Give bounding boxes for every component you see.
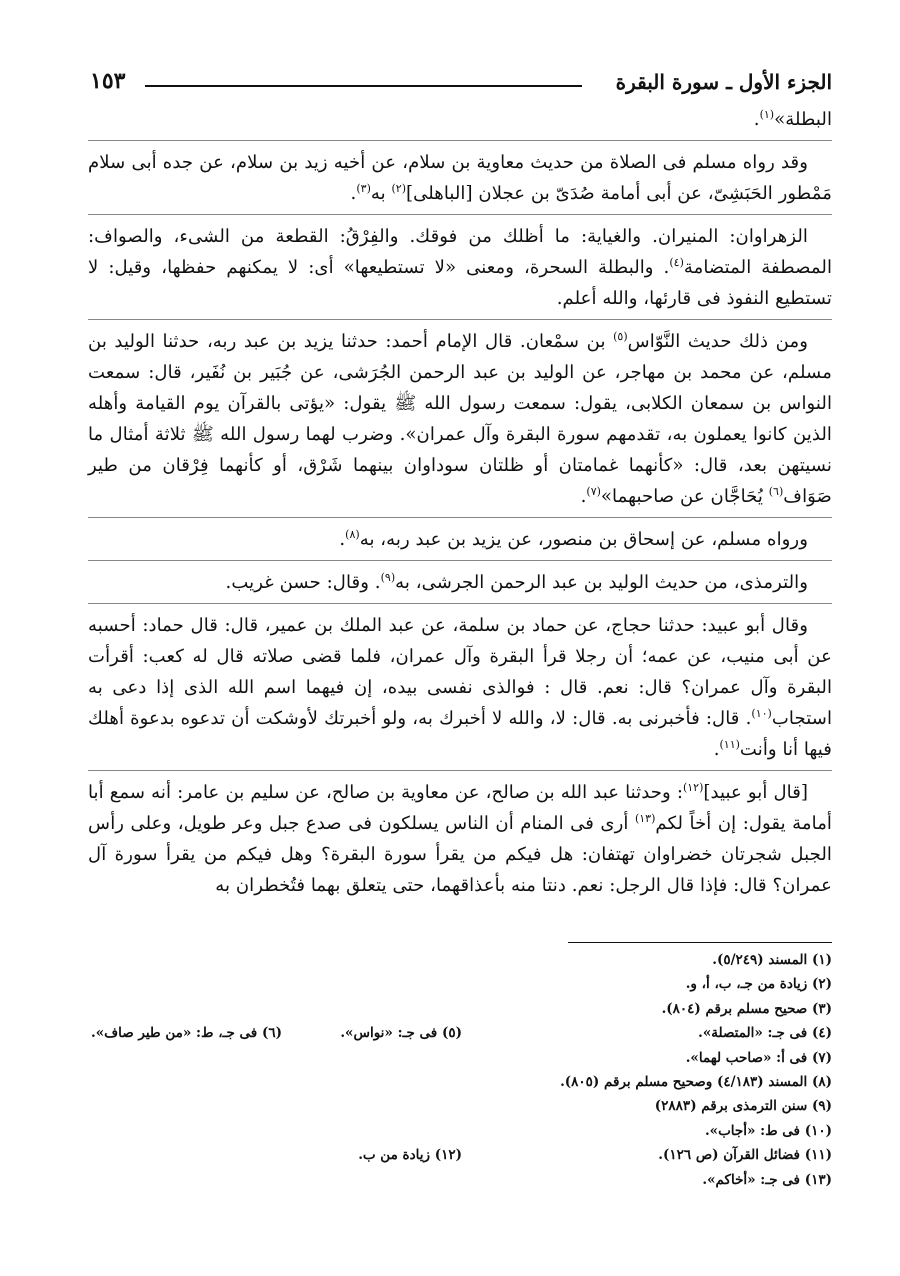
footnote-6: (٦) فى جـ، ط: «من طير صاف».	[91, 1025, 282, 1042]
paragraph-muslim-ishaq: ورواه مسلم، عن إسحاق بن منصور، عن يزيد بن عبد ربه، به$^{(٨)}$.	[339, 527, 808, 550]
footnote-row	[88, 1119, 832, 1143]
footnote-4: (٤) فى جـ: «المتصلة».	[698, 1025, 832, 1042]
footnote-1: (١) المسند (٥/٢٤٩).	[712, 952, 832, 968]
footnote-5: (٥) فى جـ: «نواس».	[340, 1025, 462, 1042]
footnote-ref: (٩)	[380, 570, 396, 584]
footnote-rule	[568, 942, 832, 943]
footnote-row	[88, 1021, 832, 1045]
footnote-row	[88, 1143, 832, 1167]
paragraph-divider	[88, 770, 832, 771]
footnote-ref: (٥)	[613, 329, 628, 343]
footnote-11: (١١) فضائل القرآن (ص ١٢٦).	[658, 1147, 832, 1164]
footnote-ref: (١٣)	[634, 811, 656, 825]
footnote-13: (١٣) فى جـ: «أخاكم».	[702, 1171, 832, 1188]
footnote-row	[88, 1094, 832, 1118]
paragraph-muslim-narration: وقد رواه مسلم فى الصلاة من حديث معاوية بن سلام، عن أخيه زيد بن سلام، عن جده أبى سلام مَمْطور الحَبَشِىّ، عن أبى أمامة صُدَىّ بن عجلان [الباهلى]$^{(٢)}$ به$^{(٣)}$.	[88, 152, 832, 204]
footnote-8: (٨) المسند (٤/١٨٣) وصحيح مسلم برقم (٨٠٥).	[560, 1073, 832, 1090]
footnotes	[88, 948, 832, 1192]
footnote-ref: (١٢)	[682, 780, 704, 794]
footnote-7: (٧) فى أ: «صاحب لهما».	[685, 1049, 832, 1066]
main-text	[88, 104, 832, 901]
footnote-9: (٩) سنن الترمذى برقم (٢٨٨٣)	[654, 1098, 832, 1115]
footnote-ref: (٨)	[345, 527, 360, 541]
paragraph-divider	[88, 517, 832, 518]
footnote-10: (١٠) فى ط: «أجاب».	[704, 1122, 832, 1139]
paragraph-divider	[88, 319, 832, 320]
paragraph-continuation: البطلة»$^{(١)}$.	[753, 107, 832, 130]
paragraph-tirmidhi: والترمذى، من حديث الوليد بن عبد الرحمن الجرشى، به$^{(٩)}$. وقال: حسن غريب.	[225, 570, 808, 593]
page-header	[90, 70, 832, 102]
footnote-ref: (٦)	[768, 484, 784, 498]
footnote-row	[88, 948, 832, 972]
footnote-row	[88, 1046, 832, 1070]
footnote-ref: (١)	[759, 107, 775, 121]
footnote-ref: (٧)	[586, 484, 601, 498]
footnote-ref: (٣)	[356, 181, 371, 195]
footnote-3: (٣) صحيح مسلم برقم (٨٠٤).	[661, 1000, 832, 1017]
page-number: ١٥٣	[90, 68, 126, 94]
paragraph-divider	[88, 603, 832, 604]
footnote-2: (٢) زيادة من جـ، ب، أ، و.	[685, 976, 832, 993]
footnote-ref: (٤)	[669, 255, 684, 269]
paragraph-nawwas-hadith: ومن ذلك حديث النَّوّاس$^{(٥)}$ بن سمْعان. قال الإمام أحمد: حدثنا يزيد بن عبد ربه، حدثنا الوليد بن مسلم، عن محمد بن مهاجر، عن الوليد بن عبد الرحمن الجُرَشى، عن جُبَير بن نُفَير، قال: سمعت النواس بن سمعان الكلابى، يقول: سمعت رسول الله ﷺ يقول: «يؤتى بالقرآن يوم القيامة وأهله الذين كانوا يعملون به، تقدمهم سورة البقرة وآل عمران». وضرب لهما رسول الله ﷺ ثلاثة أمثال ما نسيتهن بعد، قال: «كأنهما غمامتان أو ظلتان سوداوان بينهما شَرْق، أو كأنهما فِرْقان من طير صَوَاف$^{(٦)}$ يُحَاجَّان عن صاحبهما»$^{(٧)}$.	[88, 329, 832, 507]
running-title: الجزء الأول ـ سورة البقرة	[615, 70, 832, 94]
footnote-row	[88, 997, 832, 1021]
paragraph-divider	[88, 140, 832, 141]
paragraph-divider	[88, 214, 832, 215]
paragraph-divider	[88, 560, 832, 561]
footnote-row	[88, 1070, 832, 1094]
paragraph-abu-ubaid: وقال أبو عبيد: حدثنا حجاج، عن حماد بن سلمة، عن عبد الملك بن عمير، قال: قال حماد: أحسبه عن أبى منيب، عن عمه؛ أن رجلا قرأ البقرة وآل عمران، فلما قضى صلاته قال له كعب: أقرأت البقرة وآل عمران؟ قال: نعم. قال : فوالذى نفسى بيده، إن فيهما اسم الله الذى إذا دعى به استجاب$^{(١٠)}$. قال: فأخبرنى به. قال: لا، والله لا أخبرك به، ولو أخبرتك لأوشكت أن تدعوه بدعوة أهلك فيها أنا وأنت$^{(١١)}$.	[88, 615, 832, 760]
footnote-ref: (١٠)	[751, 706, 772, 720]
footnote-row	[88, 1168, 832, 1192]
footnote-ref: (٢)	[391, 181, 406, 195]
paragraph-vocabulary: الزهراوان: المنيران. والغياية: ما أظلك من فوقك. والفِرْقُ: القطعة من الشىء، والصواف: المصطفة المتضامة$^{(٤)}$. والبطلة السحرة، ومعنى «لا تستطيعها» أى: لا يمكنهم حفظها، وقيل: لا تستطيع النفوذ فى قارئها، والله أعلم.	[88, 226, 832, 309]
paragraph-abu-umama: [قال أبو عبيد]$^{(١٢)}$: وحدثنا عبد الله بن صالح، عن معاوية بن صالح، عن سليم بن عامر: أنه سمع أبا أمامة يقول: إن أخاً لكم$^{(١٣)}$ أرى فى المنام أن الناس يسلكون فى صدع جبل وعر طويل، وعلى رأس الجبل شجرتان خضراوان تهتفان: هل فيكم من يقرأ سورة البقرة؟ وهل فيكم من يقرأ سورة آل عمران؟ قال: فإذا قال الرجل: نعم. دنتا منه بأعذاقهما، حتى يتعلق بهما فتُخطران به	[88, 780, 832, 896]
footnote-row	[88, 972, 832, 996]
footnote-ref: (١١)	[719, 737, 740, 751]
header-rule	[145, 85, 582, 87]
footnote-12: (١٢) زيادة من ب.	[358, 1147, 462, 1164]
